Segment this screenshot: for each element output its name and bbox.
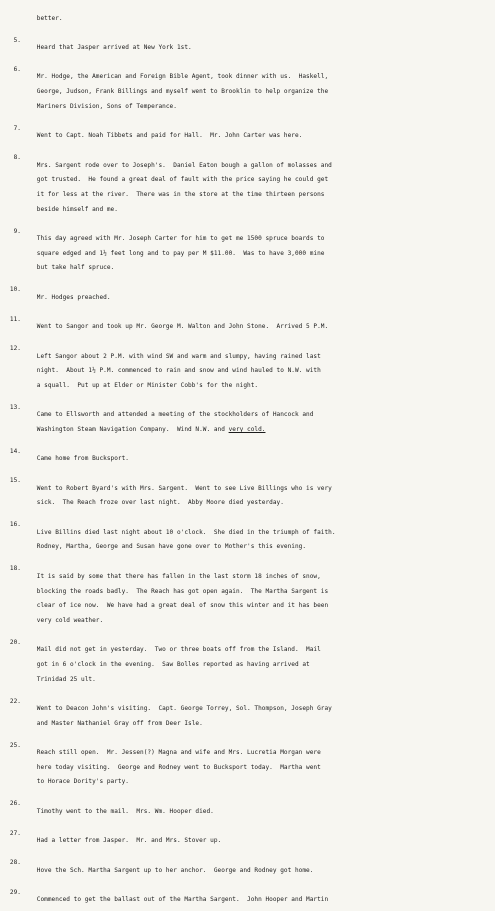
entry-day: 25.	[9, 741, 21, 749]
diary-entry	[13, 220, 487, 279]
entry-line: night. About 1½ P.M. commenced to rain and snow and wind hauled to N.W. with	[36, 367, 321, 375]
entry-line: better.	[36, 14, 63, 22]
entry-line: but take half spruce.	[36, 264, 115, 272]
entry-line: George, Judson, Frank Billings and myself went to Brooklin to help organize the	[36, 88, 329, 96]
entry-line: and Master Nathaniel Gray off from Deer Isle.	[36, 719, 203, 727]
diary-entry	[9, 397, 487, 441]
entry-day: 15.	[9, 477, 21, 485]
entry-line: Rodney, Martha, George and Susan have gone over to Mother's this evening.	[36, 543, 307, 551]
entry-line: Went to Sangor and took up Mr. George M. Walton and John Stone. Arrived 5 P.M.	[36, 323, 329, 331]
entry-line: Mrs. Sargent rode over to Joseph's. Daniel Eaton bough a gallon of molasses and	[36, 161, 332, 169]
diary-entry	[9, 632, 487, 691]
entry-day: 26.	[9, 800, 21, 808]
entry-line: got in 6 o'clock in the evening. Saw Bolles reported as having arrived at	[36, 660, 310, 668]
entry-day: 16.	[9, 521, 21, 529]
diary-entry	[9, 734, 487, 793]
diary-entry	[9, 690, 487, 734]
diary-entry	[9, 441, 487, 470]
entry-line: Went to Robert Byard's with Mrs. Sargent. Went to see Live Billings who is very	[36, 484, 332, 492]
entry-line: blocking the roads badly. The Reach has got open again. The Martha Sargent is	[36, 587, 329, 595]
entry-line: Left Sangor about 2 P.M. with wind SW and warm and slumpy, having rained last	[36, 352, 321, 360]
entry-day: 10.	[9, 286, 21, 294]
entry-line: clear of ice now. We have had a great deal of snow this winter and it has been	[36, 602, 329, 610]
diary-entry	[13, 29, 487, 58]
entry-line: Hove the Sch. Martha Sargent up to her anchor. George and Rodney got home.	[36, 866, 314, 874]
diary-entry	[9, 881, 487, 910]
entry-line: Had a letter from Jasper. Mr. and Mrs. Stover up.	[36, 837, 222, 845]
entry-line: Came home from Bucksport.	[36, 455, 129, 463]
underlined-phrase: very cold.	[228, 425, 266, 433]
entry-line: Live Billins died last night about 10 o'clock. She died in the triumph of faith.	[36, 528, 336, 536]
diary-entry	[13, 147, 487, 220]
entry-line: Mr. Hodge, the American and Foreign Bible Agent, took dinner with us. Haskell,	[36, 73, 329, 81]
entry-day: 14.	[9, 447, 21, 455]
entry-day: 12.	[9, 345, 21, 353]
entry-day: 27.	[9, 829, 21, 837]
diary-entry	[9, 470, 487, 514]
entry-day: 22.	[9, 697, 21, 705]
diary-entry	[9, 852, 487, 881]
entry-day: 28.	[9, 859, 21, 867]
entry-line: Heard that Jasper arrived at New York 1st.	[36, 44, 192, 52]
entry-day: 11.	[9, 315, 21, 323]
entry-line: Went to Capt. Noah Tibbets and paid for Hall. Mr. John Carter was here.	[36, 132, 303, 140]
entry-line: Came to Ellsworth and attended a meeting of the stockholders of Hancock and	[36, 411, 314, 419]
entry-line: Trinidad 25 ult.	[36, 675, 96, 683]
entry-day: 7.	[13, 124, 21, 132]
entry-day: 13.	[9, 403, 21, 411]
entry-day: 20.	[9, 638, 21, 646]
entry-line: a squall. Put up at Elder or Minister Cobb's for the night.	[36, 381, 259, 389]
entry-day: 8.	[13, 154, 21, 162]
diary-entry	[22, 0, 487, 29]
entry-line: This day agreed with Mr. Joseph Carter for him to get me 1500 spruce boards to	[36, 235, 325, 242]
entry-line: beside himself and me.	[36, 205, 118, 213]
diary-entry	[9, 823, 487, 852]
entry-line: got trusted. He found a great deal of fault with the price saying he could get	[36, 176, 329, 184]
entry-line: to Horace Dority's party.	[36, 778, 129, 786]
diary-entry	[9, 514, 487, 558]
entry-line: it for less at the river. There was in the store at the time thirteen persons	[36, 190, 325, 198]
entry-line: here today visiting. George and Rodney went to Bucksport today. Martha went	[36, 763, 321, 771]
diary-entry	[9, 338, 487, 397]
diary-entry	[13, 59, 487, 118]
entry-line: Went to Deacon John's visiting. Capt. George Torrey, Sol. Thompson, Joseph Gray	[36, 705, 332, 712]
entry-day: 9.	[13, 227, 21, 235]
entry-line: Commenced to get the ballast out of the Martha Sargent. John Hooper and Martin	[36, 895, 329, 903]
entry-line: sick. The Reach froze over last night. Abby Moore died yesterday.	[36, 499, 284, 507]
diary-entry	[13, 118, 487, 147]
diary-entry	[9, 793, 487, 822]
entry-line: Timothy went to the mail. Mrs. Wm. Hooper died.	[36, 807, 214, 815]
entry-day: 18.	[9, 565, 21, 573]
entry-day: 6.	[13, 66, 21, 74]
entry-line: Mail did not get in yesterday. Two or three boats off from the Island. Mail	[36, 646, 321, 654]
entry-line: Mr. Hodges preached.	[36, 293, 111, 301]
diary-entry	[9, 308, 487, 337]
entry-line: square edged and 1½ feet long and to pay per M $11.00. Was to have 3,000 mine	[36, 249, 325, 257]
diary-entry	[9, 279, 487, 308]
entry-line: Washington Steam Navigation Company. Wind N.W. and very cold.	[36, 425, 266, 433]
entry-line: It is said by some that there has fallen in the last storm 18 inches of snow,	[36, 572, 321, 580]
diary-entry	[9, 558, 487, 631]
entry-line: Mariners Division, Sons of Temperance.	[36, 102, 177, 110]
entry-line: Reach still open. Mr. Jessen(?) Magna and wife and Mrs. Lucretia Morgan were	[36, 749, 321, 757]
entry-day: 5.	[13, 36, 21, 44]
entry-line: very cold weather.	[36, 616, 104, 624]
entry-day: 29.	[9, 888, 21, 896]
